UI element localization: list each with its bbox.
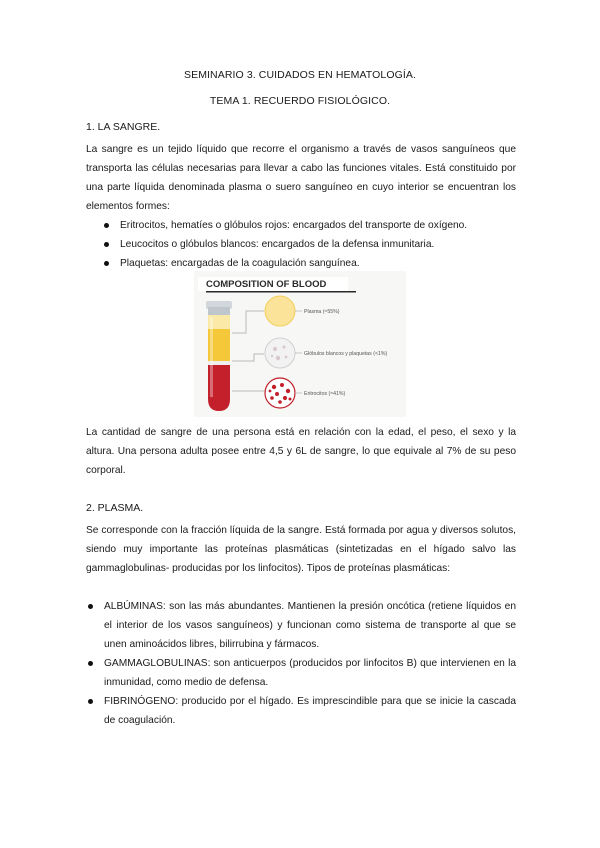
bullet-icon [88, 661, 93, 666]
figure-label-plasma: Plasma (≈55%) [304, 309, 340, 315]
figure-label-rbc: Eritrocitos (≈41%) [304, 391, 346, 397]
list-elementos-formes [104, 216, 524, 273]
list-item: Plaquetas: encargadas de la coagulación sanguínea. [104, 254, 524, 273]
bullet-icon [88, 699, 93, 704]
document-title: SEMINARIO 3. CUIDADOS EN HEMATOLOGÍA. [183, 69, 417, 81]
list-item: GAMMAGLOBULINAS: son anticuerpos (producidos por linfocitos B) que intervienen en la inmunidad, como medio de defensa. [88, 654, 516, 692]
list-item: Eritrocitos, hematíes o glóbulos rojos: encargados del transporte de oxígeno. [104, 216, 524, 235]
blood-composition-figure [194, 271, 406, 417]
paragraph-sangre-intro: La sangre es un tejido líquido que recorre el organismo a través de vasos sanguíneos que transporta las células necesarias para llevar a cabo las funciones vitales. Está constituido por una parte líquida denominada plasma o suero sanguíneo en cuyo interior se encuentran los elementos formes: [86, 144, 516, 212]
list-proteinas-plasmaticas [88, 597, 516, 730]
paragraph-sangre-cantidad: La cantidad de sangre de una persona está en relación con la edad, el peso, el sexo y la altura. Una persona adulta posee entre 4,5 y 6L de sangre, lo que equivale al 7% de su peso corporal. [86, 427, 516, 476]
bullet-icon [88, 604, 93, 609]
section-heading-plasma: 2. PLASMA. [86, 502, 144, 514]
blood-composition-illustration [194, 271, 406, 417]
section-heading-sangre: 1. LA SANGRE. [86, 121, 161, 133]
bullet-icon [104, 242, 109, 247]
test-tube-icon [206, 301, 232, 411]
document-subtitle: TEMA 1. RECUERDO FISIOLÓGICO. [209, 95, 391, 107]
list-item: ALBÚMINAS: son las más abundantes. Mantienen la presión oncótica (retiene líquidos en el interior de los vasos sanguíneos) y funcionan como sistema de transporte al que se unen aminoácidos libres, bilirrubina y fármacos. [88, 597, 516, 654]
paragraph-plasma-intro: Se corresponde con la fracción líquida de la sangre. Está formada por agua y diversos solutos, siendo muy importante las proteínas plasmáticas (sintetizadas en el hígado salvo las gammaglobulinas- producidas por los linfocitos). Tipos de proteínas plasmáticas: [86, 525, 516, 574]
figure-label-wbc-platelets: Glóbulos blancos y plaquetas (<1%) [304, 351, 388, 357]
figure-title: COMPOSITION OF BLOOD [206, 279, 327, 290]
list-item: FIBRINÓGENO: producido por el hígado. Es imprescindible para que se inicie la cascada de coagulación. [88, 692, 516, 730]
bullet-icon [104, 223, 109, 228]
bullet-icon [104, 261, 109, 266]
list-item: Leucocitos o glóbulos blancos: encargados de la defensa inmunitaria. [104, 235, 524, 254]
